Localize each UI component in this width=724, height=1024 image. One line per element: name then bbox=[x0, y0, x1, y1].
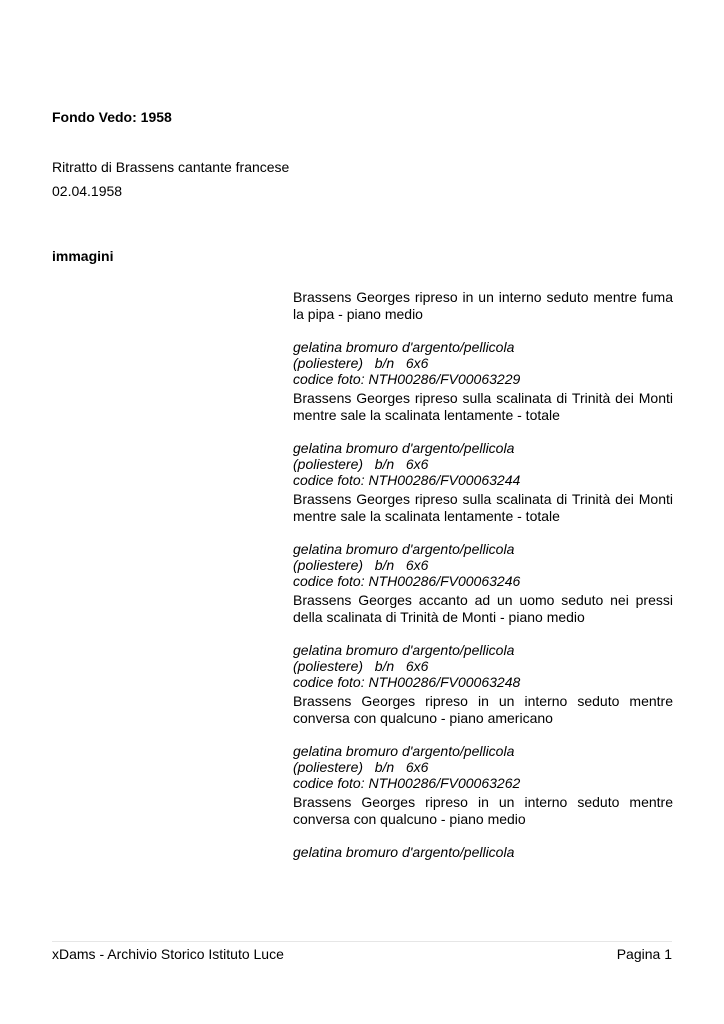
footer-archive-name: xDams - Archivio Storico Istituto Luce bbox=[52, 946, 284, 962]
entry-description: Brassens Georges ripreso sulla scalinata di Trinità dei Monti mentre sale la scalinata lentamente - totale bbox=[293, 491, 673, 524]
entry-support: (poliestere) b/n 6x6 bbox=[293, 557, 429, 573]
image-entry bbox=[293, 592, 673, 690]
entry-material: gelatina bromuro d'argento/pellicola bbox=[293, 339, 515, 355]
entry-material: gelatina bromuro d'argento/pellicola bbox=[293, 642, 515, 658]
entry-description: Brassens Georges ripreso in un interno seduto mentre conversa con qualcuno - piano americano bbox=[293, 693, 673, 726]
entry-code: codice foto: NTH00286/FV00063229 bbox=[293, 371, 521, 387]
footer-divider bbox=[52, 941, 672, 942]
document-subject: Ritratto di Brassens cantante francese bbox=[52, 159, 290, 175]
entry-metadata bbox=[293, 743, 673, 791]
image-entry bbox=[293, 491, 673, 589]
entry-metadata bbox=[293, 541, 673, 589]
entry-material: gelatina bromuro d'argento/pellicola bbox=[293, 743, 515, 759]
section-title: immagini bbox=[52, 248, 114, 264]
image-entry bbox=[293, 289, 673, 387]
entry-code: codice foto: NTH00286/FV00063262 bbox=[293, 775, 521, 791]
entry-code: codice foto: NTH00286/FV00063246 bbox=[293, 573, 521, 589]
image-entry bbox=[293, 390, 673, 488]
entry-metadata bbox=[293, 440, 673, 488]
document-date: 02.04.1958 bbox=[52, 183, 123, 199]
entry-material: gelatina bromuro d'argento/pellicola bbox=[293, 440, 515, 456]
entry-metadata bbox=[293, 844, 673, 860]
entry-material: gelatina bromuro d'argento/pellicola bbox=[293, 844, 515, 860]
entry-metadata bbox=[293, 339, 673, 387]
entry-description: Brassens Georges ripreso sulla scalinata di Trinità dei Monti mentre sale la scalinata lentamente - totale bbox=[293, 390, 673, 423]
image-entries-list bbox=[293, 289, 673, 863]
image-entry bbox=[293, 794, 673, 860]
entry-support: (poliestere) b/n 6x6 bbox=[293, 355, 429, 371]
entry-description: Brassens Georges ripreso in un interno seduto mentre fuma la pipa - piano medio bbox=[293, 289, 673, 322]
entry-support: (poliestere) b/n 6x6 bbox=[293, 658, 429, 674]
entry-support: (poliestere) b/n 6x6 bbox=[293, 456, 429, 472]
entry-code: codice foto: NTH00286/FV00063248 bbox=[293, 674, 521, 690]
image-entry bbox=[293, 693, 673, 791]
entry-description: Brassens Georges accanto ad un uomo seduto nei pressi della scalinata di Trinità de Monti - piano medio bbox=[293, 592, 673, 625]
entry-material: gelatina bromuro d'argento/pellicola bbox=[293, 541, 515, 557]
footer-page-number: Pagina 1 bbox=[616, 946, 672, 962]
entry-support: (poliestere) b/n 6x6 bbox=[293, 759, 429, 775]
entry-description: Brassens Georges ripreso in un interno seduto mentre conversa con qualcuno - piano medio bbox=[293, 794, 673, 827]
document-heading: Fondo Vedo: 1958 bbox=[52, 109, 172, 125]
entry-metadata bbox=[293, 642, 673, 690]
entry-code: codice foto: NTH00286/FV00063244 bbox=[293, 472, 521, 488]
